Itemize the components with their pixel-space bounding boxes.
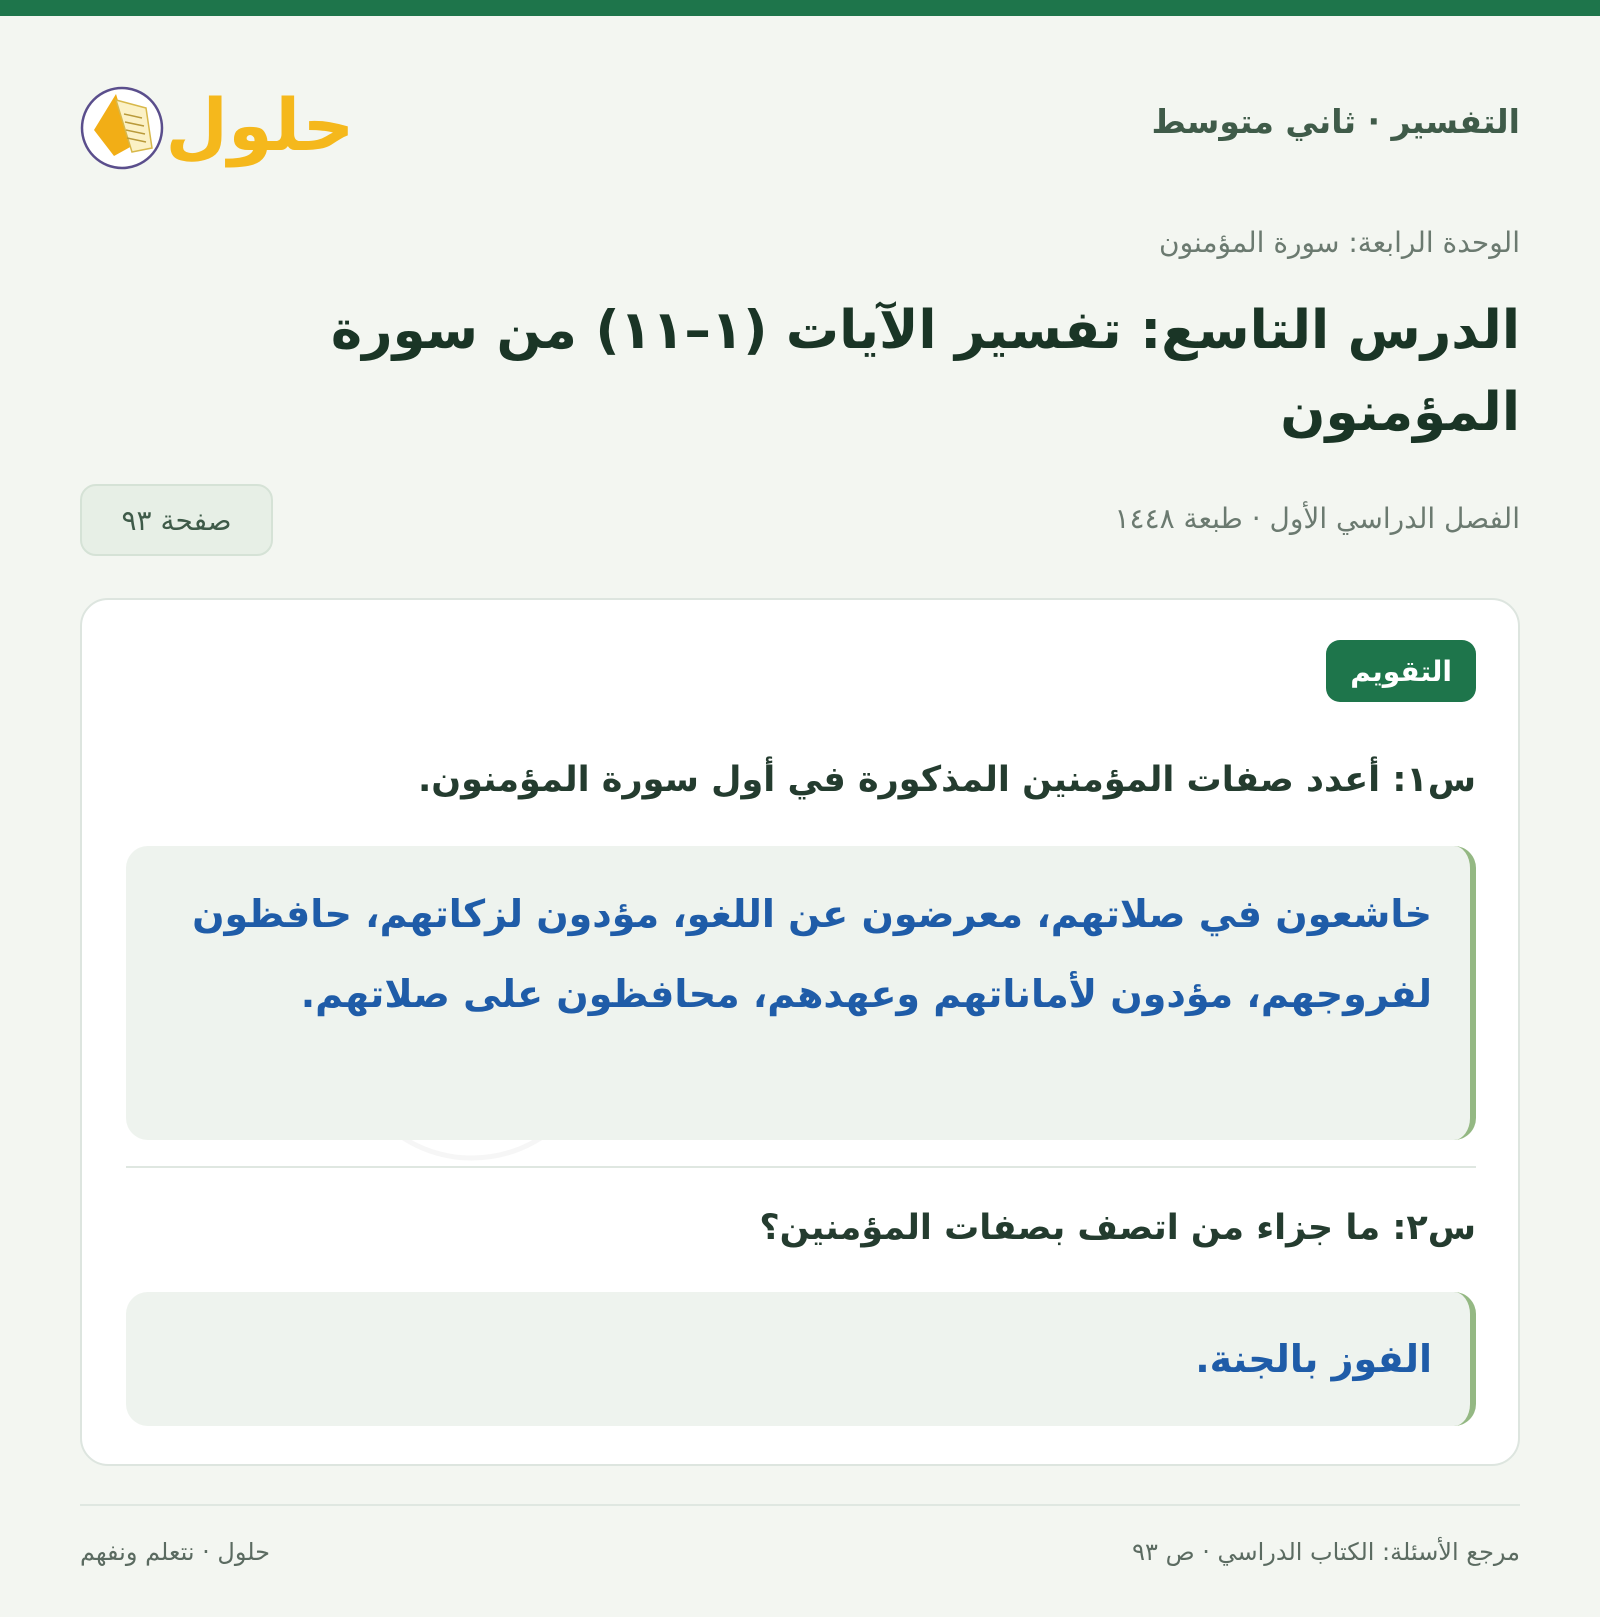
assessment-card xyxy=(80,598,1520,1466)
assessment-badge: التقويم xyxy=(1326,640,1476,702)
hulul-logo[interactable] xyxy=(80,64,380,184)
logo-wordmark: حلول xyxy=(165,83,355,167)
page-header xyxy=(80,64,1520,184)
top-accent-bar xyxy=(0,0,1600,16)
question-2: س٢: ما جزاء من اتصف بصفات المؤمنين؟ xyxy=(759,1208,1476,1248)
subject-grade-title: التفسير · ثاني متوسط xyxy=(1151,102,1520,141)
lesson-title: الدرس التاسع: تفسير الآيات (١–١١) من سورة المؤمنون xyxy=(330,300,1520,443)
answer-1: خاشعون في صلاتهم، معرضون عن اللغو، مؤدون لزكاتهم، حافظون لفروجهم، مؤدون لأماناتهم وعهدهم، محافظون على صلاتهم. xyxy=(126,846,1476,1140)
semester-edition: الفصل الدراسي الأول · طبعة ١٤٤٨ xyxy=(1114,502,1520,535)
footer-tagline: حلول · نتعلم ونفهم xyxy=(80,1538,270,1566)
footer-reference: مرجع الأسئلة: الكتاب الدراسي · ص ٩٣ xyxy=(1132,1538,1520,1566)
page-number-chip[interactable]: صفحة ٩٣ xyxy=(80,484,273,556)
question-divider xyxy=(126,1166,1476,1168)
question-1: س١: أعدد صفات المؤمنين المذكورة في أول سورة المؤمنون. xyxy=(417,760,1476,800)
footer-divider xyxy=(80,1504,1520,1506)
answer-2: الفوز بالجنة. xyxy=(126,1292,1476,1426)
unit-label: الوحدة الرابعة: سورة المؤمنون xyxy=(1159,226,1520,259)
